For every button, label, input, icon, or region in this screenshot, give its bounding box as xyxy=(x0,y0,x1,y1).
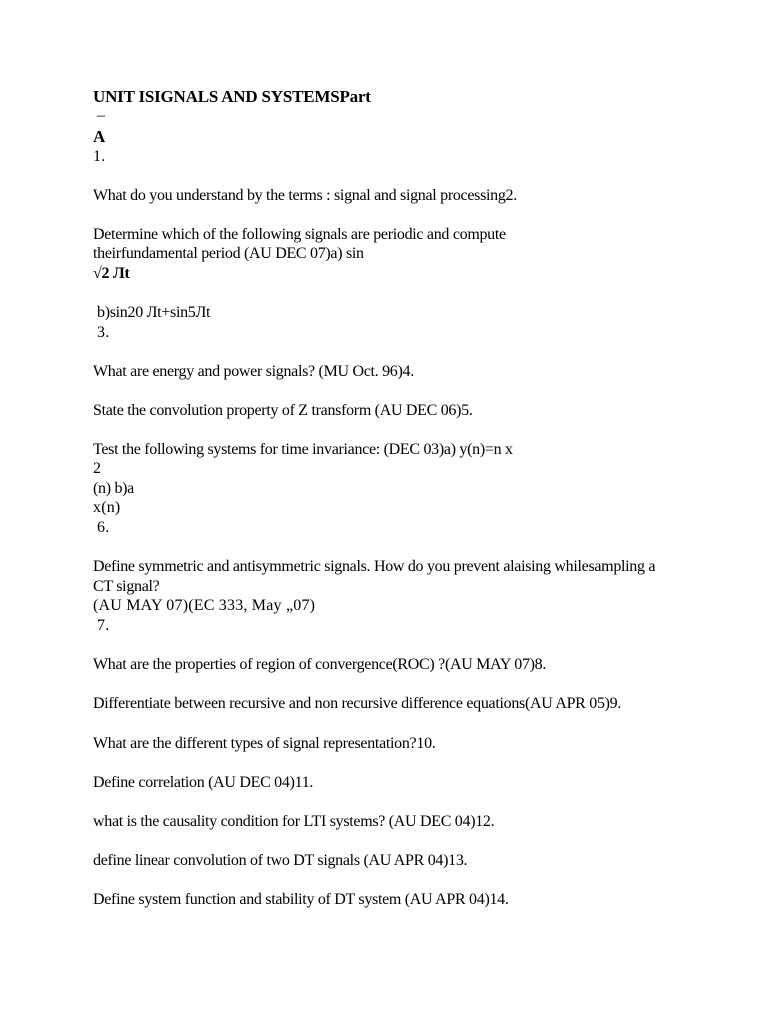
question-number: 7. xyxy=(97,617,110,634)
question-text: CT signal? xyxy=(93,578,160,595)
question-text: Test the following systems for time invariance: (DEC 03)a) y(n)=n x xyxy=(93,441,513,458)
question-text: theirfundamental period (AU DEC 07)a) sin xyxy=(93,245,364,262)
question-text: What are the properties of region of convergence(ROC) ?(AU MAY 07)8. xyxy=(93,656,547,673)
question-text: What are energy and power signals? (MU Oct. 96)4. xyxy=(93,363,414,380)
question-text: Define system function and stability of DT system (AU APR 04)14. xyxy=(93,891,509,908)
question-text: Differentiate between recursive and non recursive difference equations(AU APR 05)9. xyxy=(93,695,622,712)
unit-title: UNIT ISIGNALS AND SYSTEMSPart xyxy=(93,87,371,106)
question-text: what is the causality condition for LTI systems? (AU DEC 04)12. xyxy=(93,813,495,830)
formula-line: √2 Лt xyxy=(93,265,130,282)
superscript-line: 2 xyxy=(93,460,101,477)
question-text: What are the different types of signal representation?10. xyxy=(93,735,436,752)
question-text: define linear convolution of two DT signals (AU APR 04)13. xyxy=(93,852,468,869)
formula-line: b)sin20 Лt+sin5Лt xyxy=(97,304,211,321)
question-text: State the convolution property of Z transform (AU DEC 06)5. xyxy=(93,402,473,419)
formula-line: (n) b)a xyxy=(93,480,134,497)
question-reference: (AU MAY 07)(EC 333, May „07) xyxy=(93,597,316,614)
part-label: A xyxy=(93,127,105,146)
question-number: 6. xyxy=(97,519,110,536)
question-text: Define correlation (AU DEC 04)11. xyxy=(93,774,314,791)
title-dash: – xyxy=(97,107,105,124)
question-text: What do you understand by the terms : signal and signal processing2. xyxy=(93,187,517,204)
formula-line: x(n) xyxy=(93,499,121,516)
question-text: Define symmetric and antisymmetric signals. How do you prevent alaising whilesampling a xyxy=(93,558,656,575)
question-number: 1. xyxy=(93,148,106,165)
question-number: 3. xyxy=(97,324,110,341)
question-text: Determine which of the following signals are periodic and compute xyxy=(93,226,506,243)
